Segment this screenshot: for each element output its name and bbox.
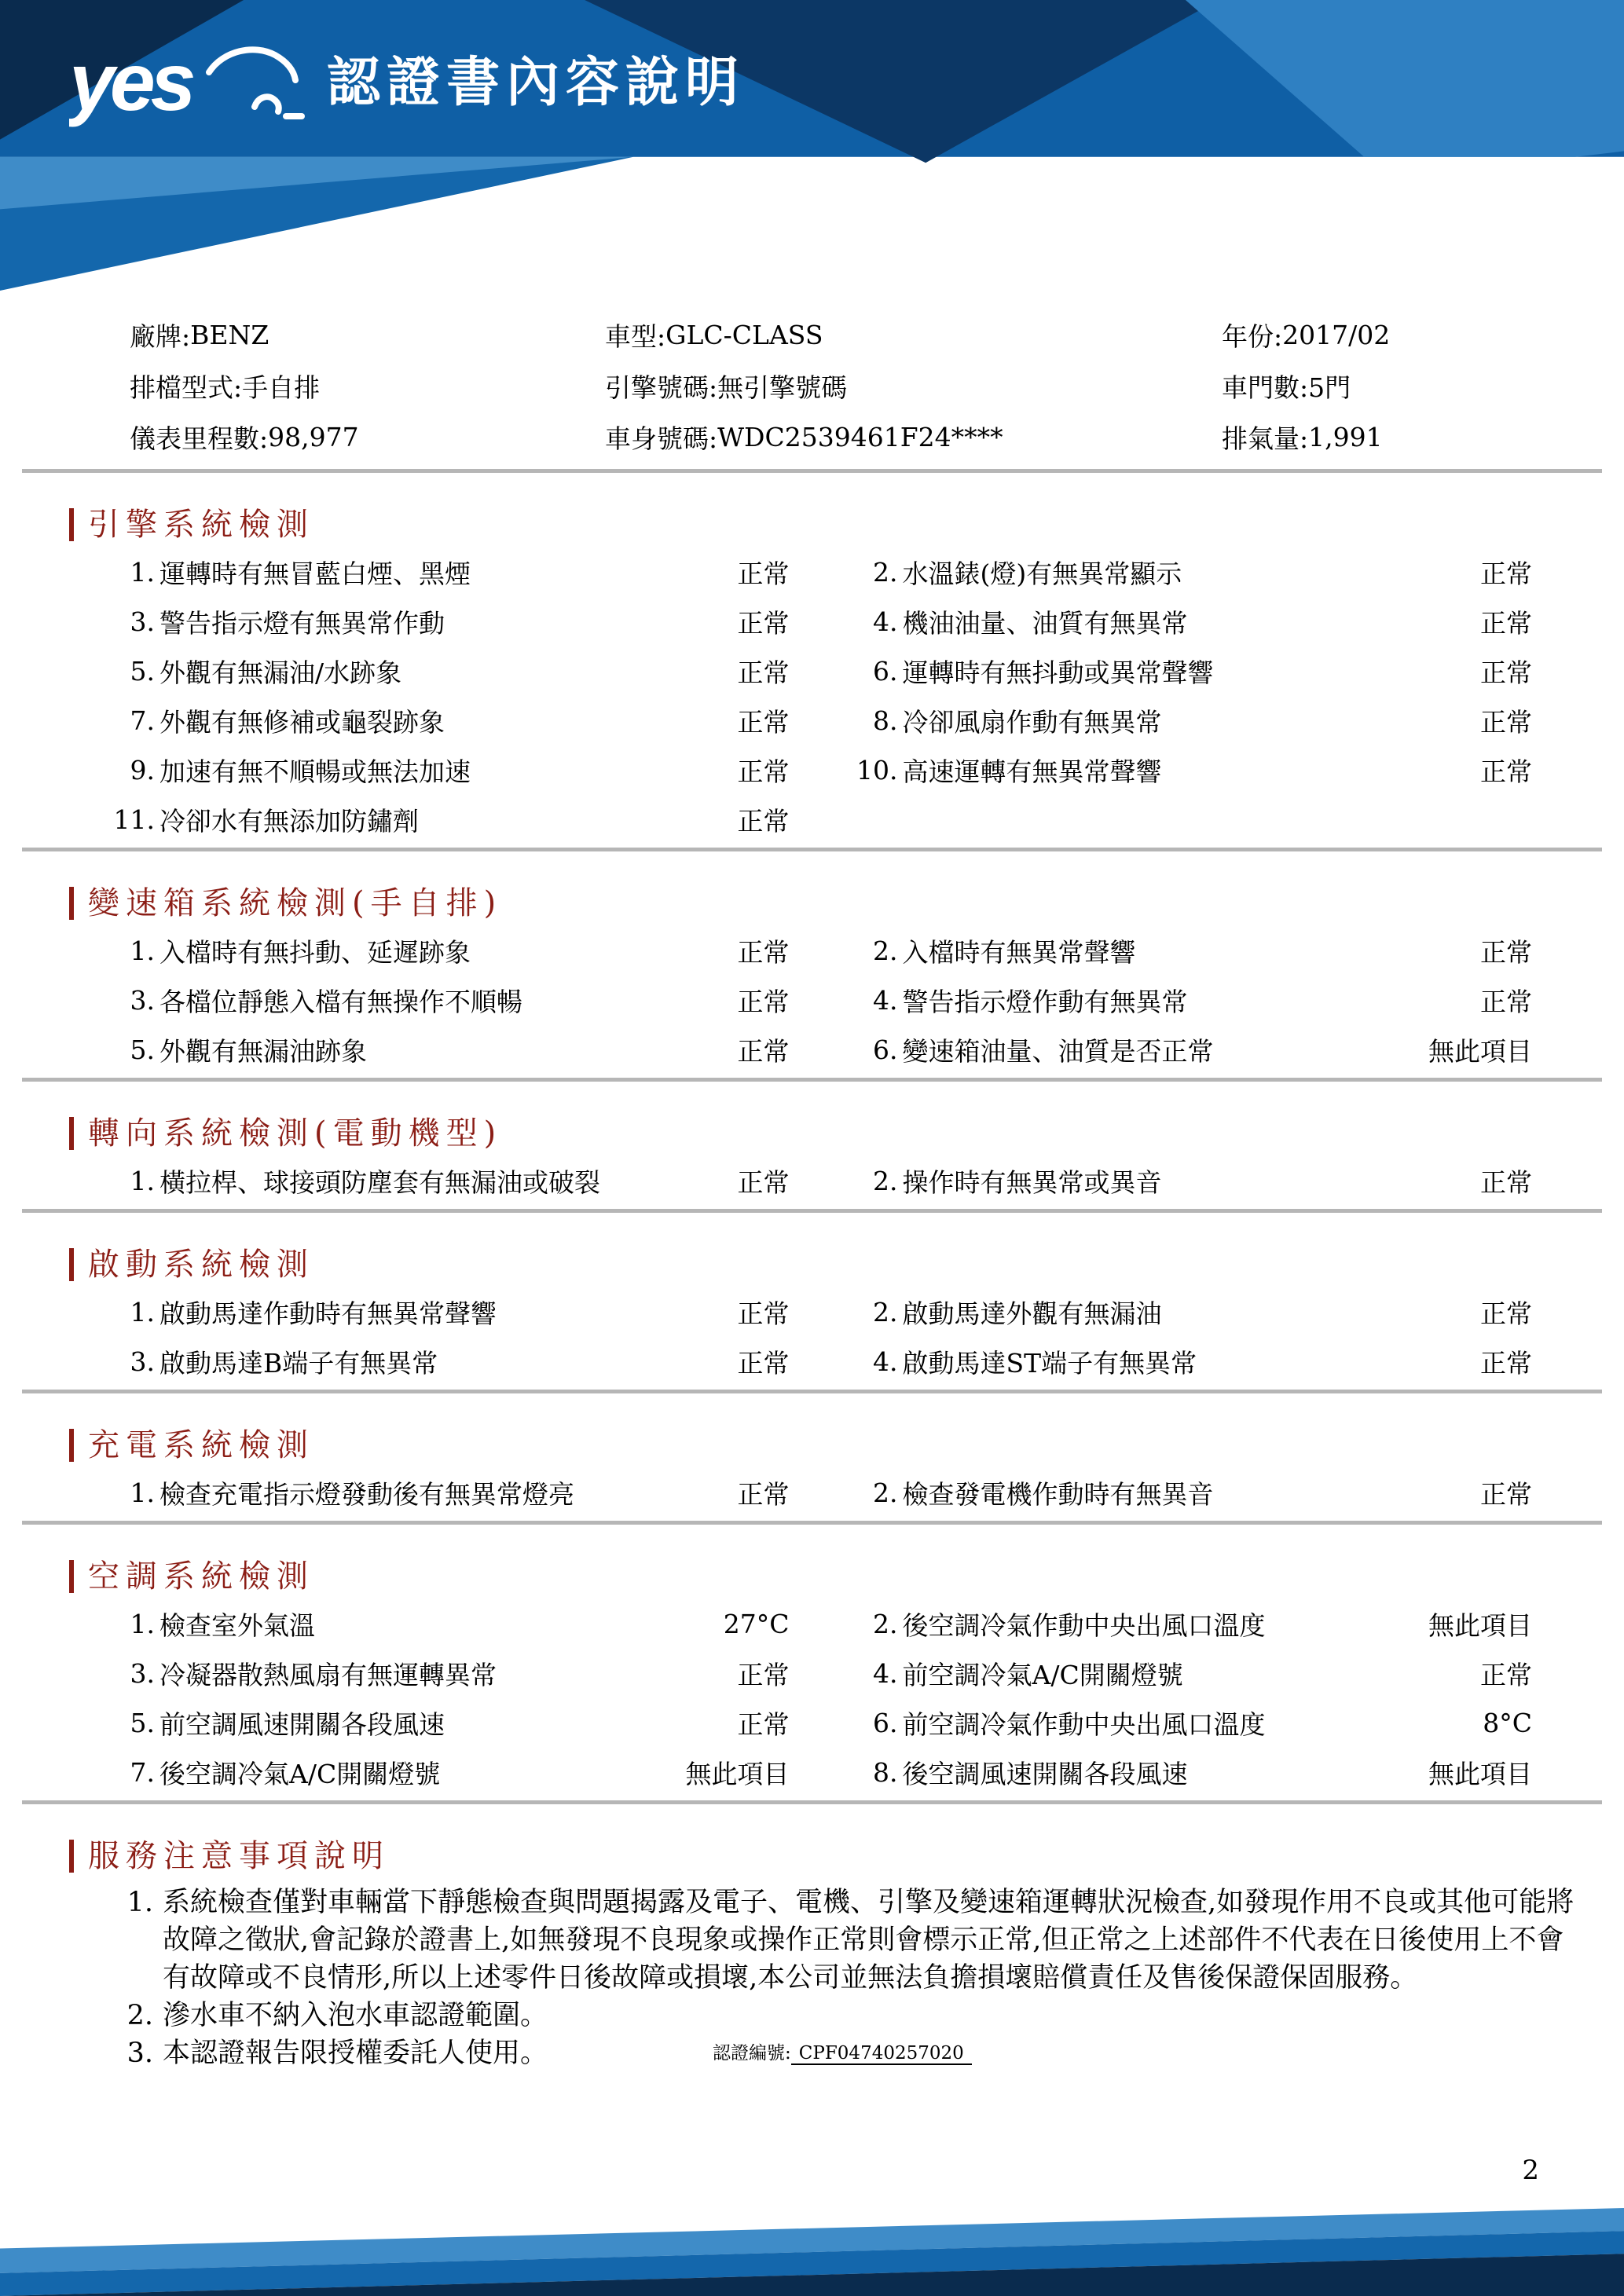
item-number: 4. bbox=[873, 606, 898, 637]
item-label: 啟動馬達外觀有無漏油 bbox=[902, 1298, 1162, 1329]
inspection-item bbox=[849, 1294, 1533, 1331]
item-number: 1. bbox=[130, 1297, 155, 1327]
item-row bbox=[106, 547, 1532, 597]
item-number: 1. bbox=[130, 1609, 155, 1639]
inspection-item bbox=[849, 1474, 1533, 1511]
item-number: 1. bbox=[130, 557, 155, 588]
item-label: 啟動馬達ST端子有無異常 bbox=[902, 1348, 1197, 1379]
inspection-item bbox=[106, 1606, 790, 1642]
inspection-item bbox=[849, 1655, 1533, 1692]
item-number: 2. bbox=[873, 1609, 898, 1639]
vehicle-field bbox=[605, 361, 1222, 412]
item-label: 冷卻風扇作動有無異常 bbox=[902, 707, 1162, 738]
yes-logo-text: yes bbox=[69, 37, 192, 128]
item-number: 6. bbox=[873, 1708, 898, 1738]
vehicle-field-value: 2017/02 bbox=[1282, 320, 1391, 350]
inspection-item bbox=[849, 752, 1533, 789]
vehicle-field-value: 98,977 bbox=[268, 422, 359, 452]
vehicle-field bbox=[605, 412, 1222, 463]
certificate-number-label: 認證編號: bbox=[713, 2043, 791, 2063]
vehicle-field-value: BENZ bbox=[190, 320, 269, 350]
inspection-item bbox=[106, 982, 790, 1019]
section-items bbox=[106, 1156, 1532, 1206]
vehicle-field bbox=[130, 412, 605, 463]
item-label: 警告指示燈有無異常作動 bbox=[159, 608, 445, 639]
item-number: 2. bbox=[873, 1166, 898, 1196]
vehicle-field-value: 手自排 bbox=[242, 372, 321, 403]
item-row bbox=[106, 1649, 1532, 1698]
item-label: 檢查室外氣溫 bbox=[159, 1610, 315, 1641]
service-notes-list bbox=[106, 1884, 1624, 2072]
vehicle-field-value: 1,991 bbox=[1308, 422, 1383, 452]
section-title: 變速箱系統檢測(手自排) bbox=[69, 887, 1624, 920]
inspection-item bbox=[106, 1031, 790, 1068]
item-label: 外觀有無修補或龜裂跡象 bbox=[159, 707, 445, 738]
item-number: 5. bbox=[130, 1034, 155, 1065]
vehicle-field-label: 車門數: bbox=[1222, 372, 1309, 403]
item-status: 無此項目 bbox=[1428, 1610, 1532, 1641]
item-label: 加速有無不順暢或無法加速 bbox=[159, 756, 471, 787]
vehicle-field-label: 排氣量: bbox=[1222, 423, 1309, 454]
item-number: 6. bbox=[873, 656, 898, 687]
certificate-number-line bbox=[713, 2034, 972, 2072]
item-status: 正常 bbox=[1480, 1660, 1532, 1690]
section-title: 轉向系統檢測(電動機型) bbox=[69, 1117, 1624, 1150]
item-number: 4. bbox=[873, 1658, 898, 1689]
item-label: 高速運轉有無異常聲響 bbox=[902, 756, 1162, 787]
item-row bbox=[106, 1025, 1532, 1075]
item-label: 冷卻水有無添加防鏽劑 bbox=[159, 806, 419, 837]
vehicle-field bbox=[1222, 412, 1624, 463]
item-number: 1. bbox=[130, 1478, 155, 1508]
item-status: 正常 bbox=[1480, 608, 1532, 639]
item-number: 7. bbox=[130, 1757, 155, 1788]
item-number: 6. bbox=[873, 1034, 898, 1065]
divider bbox=[22, 1078, 1602, 1082]
divider bbox=[22, 1800, 1602, 1804]
item-number: 5. bbox=[130, 656, 155, 687]
section-title: 服務注意事項說明 bbox=[69, 1840, 1624, 1873]
divider bbox=[22, 848, 1602, 851]
item-label: 後空調風速開關各段風速 bbox=[902, 1759, 1188, 1789]
item-status: 正常 bbox=[1480, 1479, 1532, 1510]
vehicle-field-label: 年份: bbox=[1222, 321, 1283, 352]
item-label: 入檔時有無抖動、延遲跡象 bbox=[159, 937, 471, 968]
inspection-section bbox=[0, 1248, 1624, 1393]
note-number: 2. bbox=[126, 2000, 153, 2031]
inspection-item bbox=[849, 1705, 1533, 1741]
vehicle-field bbox=[1222, 309, 1624, 361]
item-status: 無此項目 bbox=[1428, 1036, 1532, 1067]
item-status: 正常 bbox=[1480, 657, 1532, 688]
service-notes-section bbox=[0, 1840, 1624, 2072]
vehicle-field-label: 車身號碼: bbox=[605, 423, 718, 454]
inspection-section bbox=[0, 887, 1624, 1082]
item-row bbox=[106, 696, 1532, 745]
item-label: 橫拉桿、球接頭防塵套有無漏油或破裂 bbox=[159, 1167, 600, 1198]
inspection-item bbox=[106, 932, 790, 969]
item-label: 機油油量、油質有無異常 bbox=[902, 608, 1188, 639]
inspection-item bbox=[849, 1343, 1533, 1380]
item-label: 外觀有無漏油/水跡象 bbox=[159, 657, 402, 688]
inspection-item bbox=[849, 702, 1533, 739]
item-number: 2. bbox=[873, 936, 898, 966]
item-status: 正常 bbox=[737, 1298, 790, 1329]
section-items bbox=[106, 547, 1532, 844]
inspection-item bbox=[849, 554, 1533, 591]
vehicle-info-column bbox=[605, 309, 1222, 463]
item-row bbox=[106, 745, 1532, 795]
item-number: 3. bbox=[130, 1658, 155, 1689]
note-text: 本認證報告限授權委託人使用。 bbox=[163, 2038, 548, 2069]
item-status: 正常 bbox=[1480, 756, 1532, 787]
inspection-item bbox=[849, 1031, 1533, 1068]
item-row bbox=[106, 1599, 1532, 1649]
note-number: 1. bbox=[126, 1887, 153, 1918]
item-status: 正常 bbox=[737, 707, 790, 738]
item-number: 7. bbox=[130, 705, 155, 736]
item-status: 27°C bbox=[723, 1609, 790, 1639]
section-items bbox=[106, 1468, 1532, 1518]
item-number: 8. bbox=[873, 705, 898, 736]
header-banner bbox=[0, 0, 1624, 291]
item-row bbox=[106, 1337, 1532, 1386]
vehicle-field bbox=[1222, 361, 1624, 412]
item-number: 10. bbox=[856, 755, 898, 785]
inspection-item bbox=[106, 1343, 790, 1380]
section-items bbox=[106, 1287, 1532, 1386]
item-number: 3. bbox=[130, 985, 155, 1016]
item-number: 1. bbox=[130, 936, 155, 966]
divider bbox=[22, 1390, 1602, 1393]
vehicle-info-column bbox=[1222, 309, 1624, 463]
item-status: 正常 bbox=[1480, 1348, 1532, 1379]
vehicle-field-value: WDC2539461F24**** bbox=[717, 422, 1003, 452]
item-status: 正常 bbox=[737, 1709, 790, 1740]
car-outline-icon bbox=[209, 49, 302, 116]
item-number: 2. bbox=[873, 1478, 898, 1508]
item-number: 8. bbox=[873, 1757, 898, 1788]
item-label: 水溫錶(燈)有無異常顯示 bbox=[902, 558, 1182, 589]
inspection-item bbox=[849, 653, 1533, 690]
item-label: 運轉時有無冒藍白煙、黑煙 bbox=[159, 558, 471, 589]
item-label: 外觀有無漏油跡象 bbox=[159, 1036, 367, 1067]
item-row bbox=[106, 1468, 1532, 1518]
vehicle-field-label: 排檔型式: bbox=[130, 372, 243, 403]
item-label: 後空調冷氣A/C開關燈號 bbox=[159, 1759, 441, 1789]
item-label: 啟動馬達作動時有無異常聲響 bbox=[159, 1298, 497, 1329]
inspection-item bbox=[106, 1754, 790, 1791]
item-status: 正常 bbox=[737, 987, 790, 1017]
inspection-item bbox=[849, 932, 1533, 969]
item-label: 入檔時有無異常聲響 bbox=[902, 937, 1136, 968]
inspection-item bbox=[849, 1606, 1533, 1642]
item-label: 操作時有無異常或異音 bbox=[902, 1167, 1162, 1198]
item-status: 無此項目 bbox=[1428, 1759, 1532, 1789]
inspection-sections bbox=[0, 508, 1624, 1804]
section-items bbox=[106, 926, 1532, 1075]
vehicle-field-label: 引擎號碼: bbox=[605, 372, 718, 403]
service-note bbox=[106, 2034, 1624, 2072]
inspection-item bbox=[106, 603, 790, 640]
vehicle-field-label: 車型: bbox=[605, 321, 666, 352]
inspection-section bbox=[0, 1429, 1624, 1525]
item-label: 冷凝器散熱風扇有無運轉異常 bbox=[159, 1660, 497, 1690]
section-items bbox=[106, 1599, 1532, 1797]
inspection-item bbox=[106, 1655, 790, 1692]
item-number: 4. bbox=[873, 985, 898, 1016]
vehicle-info-columns bbox=[130, 309, 1624, 463]
section-title: 空調系統檢測 bbox=[69, 1560, 1624, 1593]
item-label: 變速箱油量、油質是否正常 bbox=[902, 1036, 1214, 1067]
item-row bbox=[106, 1156, 1532, 1206]
note-text: 滲水車不納入泡水車認證範圍。 bbox=[163, 2000, 548, 2031]
item-number: 2. bbox=[873, 1297, 898, 1327]
divider bbox=[22, 1209, 1602, 1213]
item-status: 正常 bbox=[737, 1036, 790, 1067]
inspection-section bbox=[0, 1117, 1624, 1213]
inspection-item bbox=[849, 982, 1533, 1019]
item-number: 4. bbox=[873, 1346, 898, 1377]
inspection-item bbox=[106, 752, 790, 789]
vehicle-info-column bbox=[130, 309, 605, 463]
vehicle-field-value: GLC-CLASS bbox=[665, 320, 823, 350]
page-number: 2 bbox=[1522, 2155, 1539, 2186]
inspection-item bbox=[106, 653, 790, 690]
item-number: 11. bbox=[113, 804, 155, 835]
item-status: 正常 bbox=[737, 1660, 790, 1690]
item-status: 正常 bbox=[1480, 558, 1532, 589]
service-note bbox=[106, 1997, 1624, 2034]
inspection-item bbox=[106, 1474, 790, 1511]
item-row bbox=[106, 795, 1532, 844]
inspection-item bbox=[849, 1754, 1533, 1791]
item-status: 正常 bbox=[737, 1167, 790, 1198]
vehicle-field-label: 廠牌: bbox=[130, 321, 191, 352]
item-status: 正常 bbox=[1480, 1167, 1532, 1198]
divider bbox=[22, 1521, 1602, 1525]
section-title: 啟動系統檢測 bbox=[69, 1248, 1624, 1281]
item-number: 9. bbox=[130, 755, 155, 785]
vehicle-field-label: 儀表里程數: bbox=[130, 423, 269, 454]
item-number: 1. bbox=[130, 1166, 155, 1196]
page-title: 認證書內容說明 bbox=[327, 53, 746, 112]
item-row bbox=[106, 1698, 1532, 1748]
inspection-item bbox=[849, 603, 1533, 640]
inspection-item bbox=[106, 554, 790, 591]
item-number: 3. bbox=[130, 1346, 155, 1377]
item-row bbox=[106, 597, 1532, 646]
section-title: 充電系統檢測 bbox=[69, 1429, 1624, 1462]
footer-banner bbox=[0, 2208, 1624, 2296]
item-number: 5. bbox=[130, 1708, 155, 1738]
item-status: 無此項目 bbox=[685, 1759, 790, 1789]
yes-logo bbox=[69, 31, 305, 134]
vehicle-field bbox=[130, 361, 605, 412]
item-label: 前空調冷氣作動中央出風口溫度 bbox=[902, 1709, 1266, 1740]
item-label: 檢查發電機作動時有無異音 bbox=[902, 1479, 1214, 1510]
vehicle-info bbox=[0, 291, 1624, 463]
item-status: 正常 bbox=[737, 806, 790, 837]
section-title: 引擎系統檢測 bbox=[69, 508, 1624, 541]
inspection-item bbox=[106, 801, 790, 838]
service-note bbox=[106, 1884, 1624, 1997]
item-number: 3. bbox=[130, 606, 155, 637]
inspection-section bbox=[0, 508, 1624, 851]
item-status: 正常 bbox=[737, 937, 790, 968]
inspection-item bbox=[106, 1163, 790, 1199]
item-label: 檢查充電指示燈發動後有無異常燈亮 bbox=[159, 1479, 574, 1510]
item-status: 正常 bbox=[737, 1348, 790, 1379]
certificate-number-value: CPF04740257020 bbox=[791, 2043, 972, 2065]
item-status: 正常 bbox=[737, 608, 790, 639]
item-row bbox=[106, 646, 1532, 696]
item-status: 正常 bbox=[1480, 987, 1532, 1017]
inspection-section bbox=[0, 1560, 1624, 1804]
item-row bbox=[106, 926, 1532, 976]
item-status: 正常 bbox=[1480, 1298, 1532, 1329]
item-label: 啟動馬達B端子有無異常 bbox=[159, 1348, 438, 1379]
item-label: 前空調冷氣A/C開關燈號 bbox=[902, 1660, 1183, 1690]
inspection-item bbox=[849, 1163, 1533, 1199]
item-label: 各檔位靜態入檔有無操作不順暢 bbox=[159, 987, 522, 1017]
item-status: 正常 bbox=[1480, 707, 1532, 738]
note-number: 3. bbox=[126, 2038, 153, 2069]
item-number: 2. bbox=[873, 557, 898, 588]
item-status: 8°C bbox=[1483, 1708, 1532, 1738]
note-text: 系統檢查僅對車輛當下靜態檢查與問題揭露及電子、電機、引擎及變速箱運轉狀況檢查,如發現作用不良或其他可能將故障之徵狀,會記錄於證書上,如無發現不良現象或操作正常則會標示正常,但正常之上述部件不代表在日後使用上不會有故障或不良情形,所以上述零件日後故障或損壞,本公司並無法負擔損壞賠償責任及售後保證保固服務。 bbox=[163, 1887, 1575, 1994]
brand bbox=[69, 31, 745, 134]
inspection-item bbox=[106, 1294, 790, 1331]
item-status: 正常 bbox=[737, 558, 790, 589]
item-label: 前空調風速開關各段風速 bbox=[159, 1709, 445, 1740]
item-status: 正常 bbox=[737, 1479, 790, 1510]
vehicle-field bbox=[130, 309, 605, 361]
item-status: 正常 bbox=[737, 657, 790, 688]
item-label: 後空調冷氣作動中央出風口溫度 bbox=[902, 1610, 1266, 1641]
inspection-item bbox=[106, 1705, 790, 1741]
item-label: 運轉時有無抖動或異常聲響 bbox=[902, 657, 1214, 688]
item-row bbox=[106, 1748, 1532, 1797]
inspection-item bbox=[106, 702, 790, 739]
vehicle-field-value: 無引擎號碼 bbox=[717, 372, 848, 403]
item-status: 正常 bbox=[1480, 937, 1532, 968]
item-row bbox=[106, 976, 1532, 1025]
vehicle-field bbox=[605, 309, 1222, 361]
vehicle-field-value: 5門 bbox=[1308, 372, 1351, 403]
divider bbox=[22, 469, 1602, 473]
item-label: 警告指示燈作動有無異常 bbox=[902, 987, 1188, 1017]
item-status: 正常 bbox=[737, 756, 790, 787]
item-row bbox=[106, 1287, 1532, 1337]
